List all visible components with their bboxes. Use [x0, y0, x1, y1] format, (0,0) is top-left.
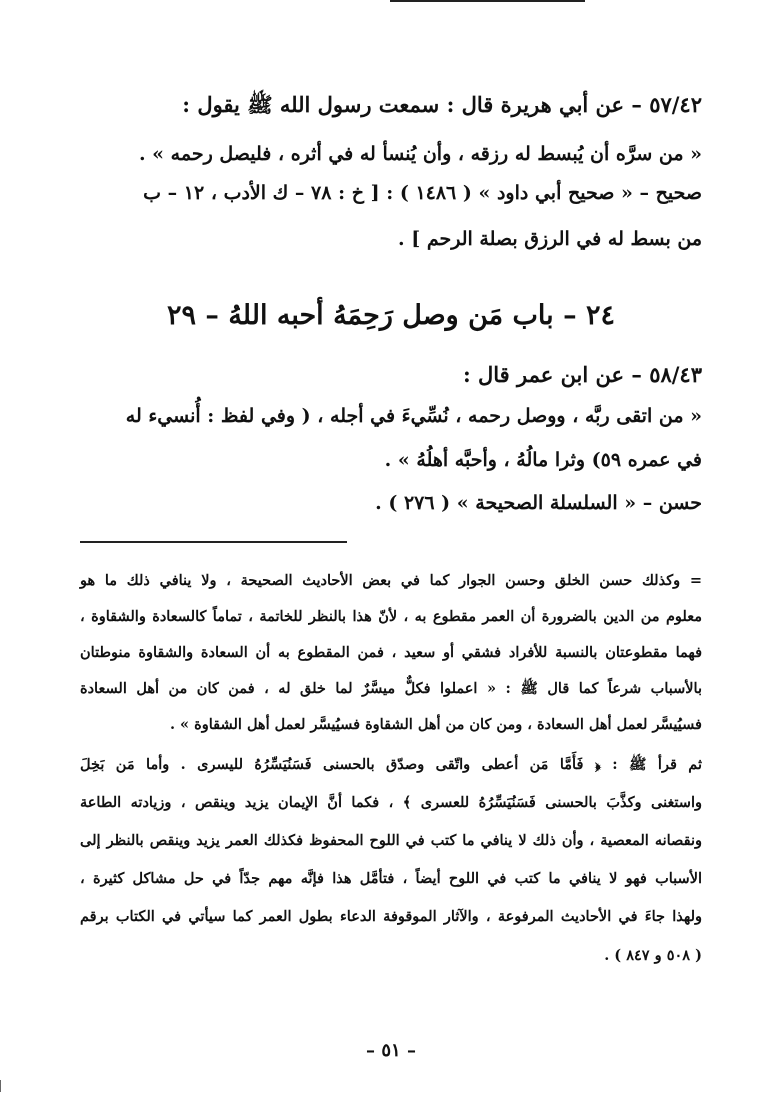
- page-number: – ٥١ –: [366, 1040, 416, 1061]
- footnote-line: ثم قرأ ﷺ : ﴿ فَأَمَّا مَن أعطى واتّقى وصدّق بالحسنى فَسَنُيَسِّرُهُ لليسرى . وأما مَن بَخِلَ: [80, 756, 702, 773]
- hadith-57-intro: ٥٧/٤٢ – عن أبي هريرة قال : سمعت رسول الله ﷺ يقول :: [182, 92, 702, 117]
- hadith-57-text: « من سرَّه أن يُبسط له رزقه ، وأن يُنسأ له في أثره ، فليصل رحمه » .: [138, 143, 702, 165]
- footnote-line: الأسباب فهو لا ينافي ما كتب في اللوح أيضاً ، فتأمَّل هذا فإنَّه مهم جدّاً في حل مشاكل كثيرة ،: [80, 870, 702, 887]
- footnote-line: واستغنى وكذَّبَ بالحسنى فَسَنُيَسِّرُهُ للعسرى ﴾ ، فكما أنَّ الإيمان يزيد وينقص ، وزيادته الطاعة: [80, 794, 702, 811]
- scan-edge-mark: [0, 1080, 1, 1092]
- footnote-line: ونقصانه المعصية ، وأن ذلك لا ينافي ما كتب في اللوح المحفوظ فكذلك العمر يزيد وينقص بالنظر إلى: [80, 832, 702, 849]
- footnote-line: ولهذا جاءَ في الأحاديث المرفوعة ، والآثار الموقوفة الدعاء بطول العمر كما سيأتي في الكتاب برقم: [80, 908, 702, 925]
- top-rule: [390, 0, 585, 2]
- chapter-heading: ٢٤ – باب مَن وصل رَحِمَهُ أحبه اللهُ – ٢٩: [167, 300, 615, 331]
- footnote-line: معلوم من الدين بالضرورة أن العمر مقطوع به ، لأنّ هذا بالنظر للخاتمة ، تماماً كالسعادة والشقاوة ،: [80, 608, 702, 625]
- footnote-line: ( ٥٠٨ و ٨٤٧ ) .: [604, 947, 702, 964]
- hadith-57-grading-cont: من بسط له في الرزق بصلة الرحم ] .: [398, 228, 702, 250]
- hadith-58-intro: ٥٨/٤٣ – عن ابن عمر قال :: [462, 362, 702, 387]
- footnote-line: بالأسباب شرعاً كما قال ﷺ : « اعملوا فكلٌّ ميسَّرٌ لما خلق له ، فمن كان من أهل السعادة: [80, 680, 702, 697]
- footnote-line: = وكذلك حسن الخلق وحسن الجوار كما في بعض الأحاديث الصحيحة ، ولا ينافي ذلك ما هو: [80, 572, 702, 589]
- hadith-58-text-cont: في عمره ٥٩) وثرا مالُهُ ، وأحبَّه أهلُهُ » .: [384, 449, 702, 471]
- hadith-58-grading: حسن – « السلسلة الصحيحة » ( ٢٧٦ ) .: [375, 492, 702, 514]
- footnote-line: فسيُيسَّر لعمل أهل السعادة ، ومن كان من أهل الشقاوة فسيُيسَّر لعمل أهل الشقاوة » .: [169, 716, 702, 733]
- footnote-line: فهما مقطوعتان بالنسبة للأفراد فشقي أو سعيد ، فمن المقطوع به أن السعادة والشقاوة منوطتان: [80, 644, 702, 661]
- hadith-58-text: « من اتقى ربَّه ، ووصل رحمه ، نُسِّيءَ في أجله ، ( وفي لفظ : أُنسيء له: [125, 405, 702, 427]
- footnote-separator: [80, 541, 347, 543]
- hadith-57-grading: صحيح – « صحيح أبي داود » ( ١٤٨٦ ) : [ خ : ٧٨ – ك الأدب ، ١٢ – ب: [143, 182, 702, 204]
